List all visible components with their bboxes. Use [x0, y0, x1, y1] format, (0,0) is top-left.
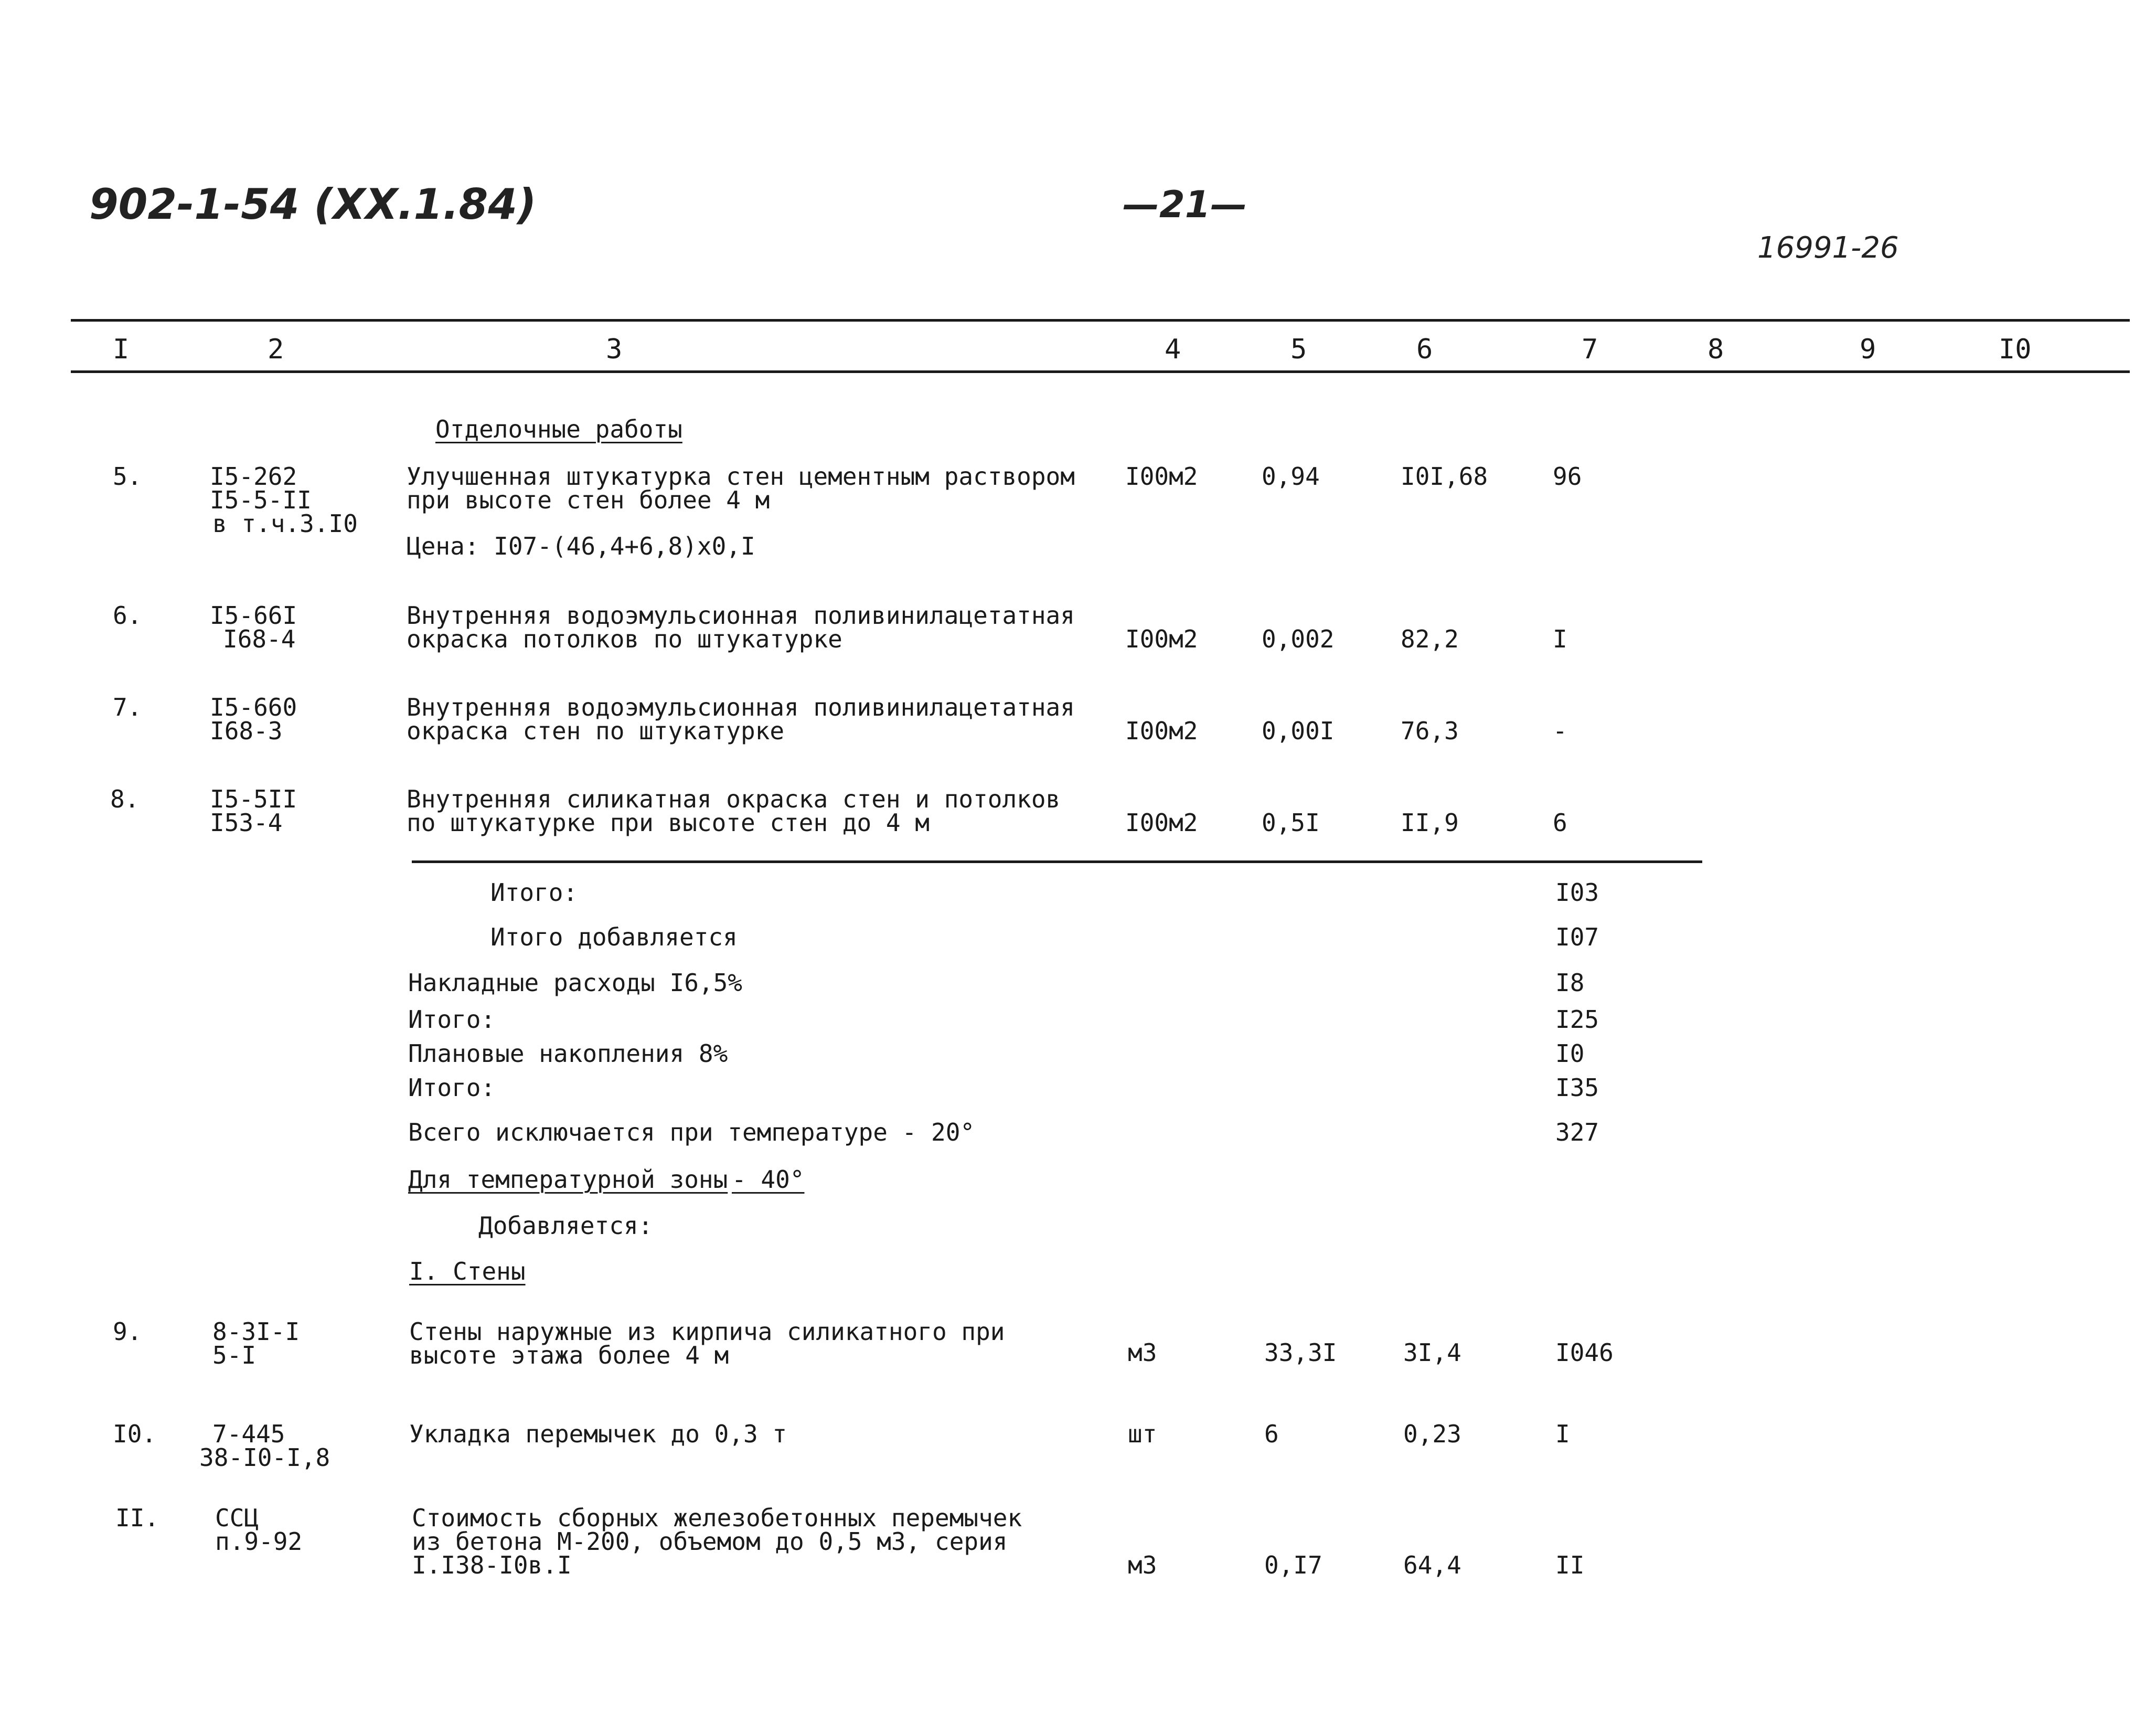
row-description: Улучшенная штукатурка стен цементным раствором [407, 462, 1075, 491]
column-number-1: I [113, 334, 130, 365]
row-unit: м3 [1128, 1338, 1157, 1367]
row-code: I5-5-II [210, 486, 312, 514]
row-price-note: Цена: I07-(46,4+6,8)х0,I [407, 532, 755, 560]
row-code: 8-3I-I [212, 1317, 300, 1346]
row-cost: II [1555, 1551, 1585, 1579]
column-number-3: 3 [606, 334, 623, 365]
row-unit: I00м2 [1125, 462, 1198, 491]
row-description: Стоимость сборных железобетонных перемычек [412, 1504, 1022, 1532]
row-quantity: 0,00I [1262, 717, 1335, 745]
document-code: 902-1-54 (XX.1.84) [89, 180, 537, 229]
row-code: I68-3 [210, 717, 283, 745]
header-top-rule [71, 319, 2130, 322]
total-label: Плановые накопления 8% [408, 1039, 728, 1068]
row-unit-price: I0I,68 [1401, 462, 1488, 491]
total-label: Всего исключается при температуре - 20° [408, 1118, 975, 1146]
row-code: I5-66I [210, 601, 297, 630]
row-unit: шт [1128, 1420, 1157, 1448]
row-code: I53-4 [210, 809, 283, 837]
sheet-code: 16991-26 [1757, 231, 1899, 265]
row-number: 7. [113, 693, 142, 721]
page-number: —21— [1123, 183, 1247, 226]
row-code: I5-5II [210, 785, 297, 813]
total-label: Накладные расходы I6,5% [408, 969, 742, 997]
row-quantity: 6 [1264, 1420, 1279, 1448]
row-number: 5. [113, 462, 142, 491]
row-description: Внутренняя водоэмульсионная поливинилацетатная [407, 601, 1075, 630]
added-label: Добавляется: [478, 1211, 653, 1240]
column-number-4: 4 [1165, 334, 1181, 365]
row-description: при высоте стен более 4 м [407, 486, 770, 514]
row-unit-price: 3I,4 [1403, 1338, 1461, 1367]
temperature-zone-value: - 40° [732, 1165, 805, 1194]
column-number-10: I0 [1999, 334, 2032, 365]
total-label: Итого: [408, 1005, 496, 1034]
row-description: Стены наружные из кирпича силикатного при [409, 1317, 1005, 1346]
column-number-8: 8 [1707, 334, 1724, 365]
row-code: I5-262 [210, 462, 297, 491]
row-quantity: 0,5I [1262, 809, 1320, 837]
row-description: из бетона М-200, объемом до 0,5 м3, серия [412, 1527, 1008, 1556]
row-unit: I00м2 [1125, 717, 1198, 745]
row-description: высоте этажа более 4 м [409, 1341, 729, 1369]
row-unit-price: II,9 [1401, 809, 1459, 837]
row-number: 9. [113, 1317, 142, 1346]
column-number-7: 7 [1582, 334, 1598, 365]
section-heading-walls: I. Стены [409, 1257, 526, 1285]
column-number-9: 9 [1860, 334, 1876, 365]
row-code: п.9-92 [215, 1527, 303, 1556]
row-quantity: 0,I7 [1264, 1551, 1322, 1579]
row-cost: - [1553, 717, 1567, 745]
row-cost: I [1553, 625, 1567, 653]
row-description: Укладка перемычек до 0,3 т [409, 1420, 787, 1448]
row-description: Внутренняя силикатная окраска стен и потолков [407, 785, 1061, 813]
row-code: в т.ч.3.I0 [212, 509, 358, 538]
subtotal-rule [412, 860, 1702, 863]
row-code: I68-4 [223, 625, 296, 653]
total-value: I8 [1555, 969, 1585, 997]
row-unit: I00м2 [1125, 809, 1198, 837]
row-code: I5-660 [210, 693, 297, 721]
row-number: II. [115, 1504, 159, 1532]
row-unit: I00м2 [1125, 625, 1198, 653]
row-description: окраска стен по штукатурке [407, 717, 785, 745]
row-number: I0. [113, 1420, 157, 1448]
row-cost: I [1555, 1420, 1570, 1448]
row-quantity: 0,94 [1262, 462, 1320, 491]
total-value: I07 [1555, 923, 1599, 951]
row-cost: 6 [1553, 809, 1567, 837]
row-description: окраска потолков по штукатурке [407, 625, 842, 653]
total-label: Итого: [490, 878, 578, 907]
row-unit-price: 0,23 [1403, 1420, 1461, 1448]
column-number-2: 2 [268, 334, 284, 365]
row-cost: 96 [1553, 462, 1582, 491]
row-cost: I046 [1555, 1338, 1614, 1367]
total-value: I03 [1555, 878, 1599, 907]
row-code: 7-445 [212, 1420, 285, 1448]
row-code: ССЦ [215, 1504, 259, 1532]
column-number-6: 6 [1416, 334, 1433, 365]
total-value: I25 [1555, 1005, 1599, 1034]
row-unit-price: 64,4 [1403, 1551, 1461, 1579]
total-value: I0 [1555, 1039, 1585, 1068]
row-code: 5-I [212, 1341, 257, 1369]
row-unit: м3 [1128, 1551, 1157, 1579]
section-heading-finishing: Отделочные работы [435, 415, 682, 443]
row-unit-price: 76,3 [1401, 717, 1459, 745]
row-description: Внутренняя водоэмульсионная поливинилацетатная [407, 693, 1075, 721]
header-bottom-rule [71, 370, 2130, 373]
row-code: 38-I0-I,8 [199, 1443, 330, 1472]
row-number: 6. [113, 601, 142, 630]
row-description: I.I38-I0в.I [412, 1551, 572, 1579]
row-number: 8. [110, 785, 140, 813]
total-value: I35 [1555, 1073, 1599, 1102]
column-number-5: 5 [1290, 334, 1307, 365]
temperature-zone-label: Для температурной зоны [408, 1165, 728, 1194]
total-label: Итого: [408, 1073, 496, 1102]
row-description: по штукатурке при высоте стен до 4 м [407, 809, 930, 837]
row-unit-price: 82,2 [1401, 625, 1459, 653]
row-quantity: 0,002 [1262, 625, 1335, 653]
total-label: Итого добавляется [490, 923, 738, 951]
row-quantity: 33,3I [1264, 1338, 1337, 1367]
total-value: 327 [1555, 1118, 1599, 1146]
